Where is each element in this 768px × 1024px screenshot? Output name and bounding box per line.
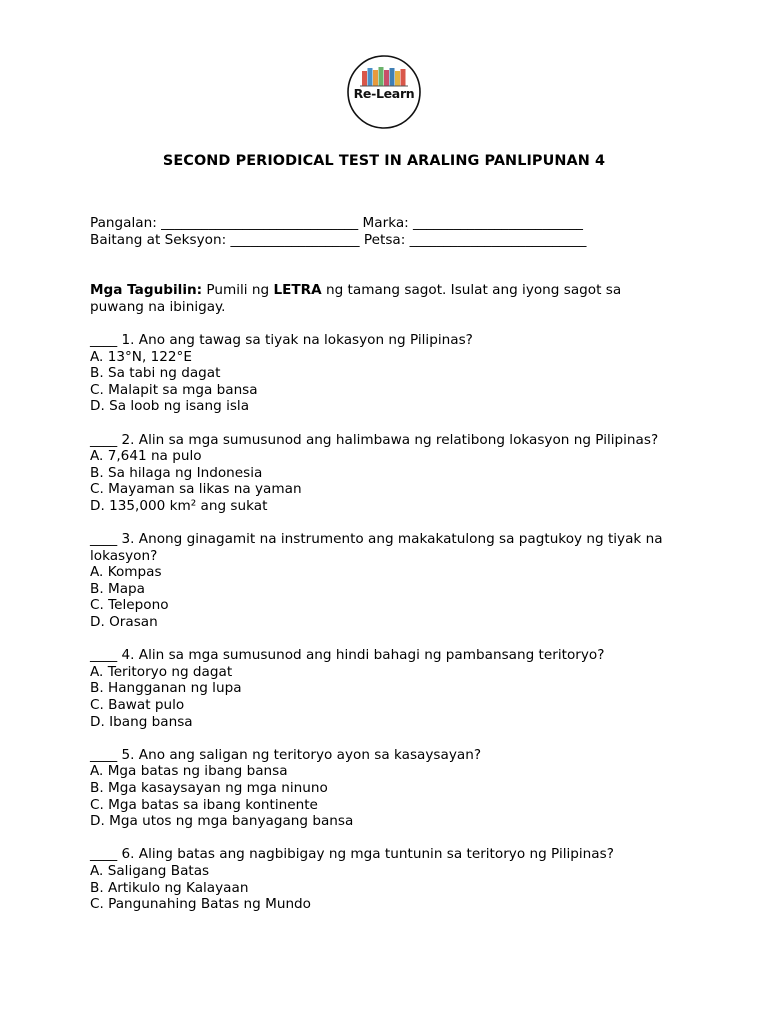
choice-b: B. Hangganan ng lupa [90,680,242,697]
question-4 [90,647,690,730]
choice-c: C. Mga batas sa ibang kontinente [90,796,318,813]
choice-a: A. Kompas [90,564,162,581]
choice-b: B. Sa hilaga ng Indonesia [90,464,263,481]
choice-b: B. Mga kasaysayan ng mga ninuno [90,780,328,796]
choice-c: C. Malapit sa mga bansa [90,381,258,398]
question-5 [90,747,690,830]
question-prompt: ____ 2. Alin sa mga sumusunod ang halimbawa ng relatibong lokasyon ng Pilipinas? [90,431,659,448]
choice-a: A. Mga batas ng ibang bansa [90,763,288,780]
test-content [90,215,690,929]
choice-a: A. 7,641 na pulo [90,448,202,465]
choice-d: D. Ibang bansa [90,713,193,730]
question-prompt: ____ 5. Ano ang saligan ng teritoryo ayon sa kasaysayan? [90,746,482,763]
instructions-text-b: ng tamang sagot. Isulat ang iyong sagot sa puwang na ibinigay. [90,282,622,315]
name-score-line: Pangalan: _____________________________ Marka: _________________________ [90,215,583,231]
choice-d: D. Sa loob ng isang isla [90,398,250,415]
question-6 [90,846,690,912]
question-3 [90,531,690,631]
logo-text: Re-Learn [353,86,415,101]
choice-b: B. Sa tabi ng dagat [90,365,221,382]
instructions-text-a: Pumili ng [202,282,274,299]
instructions-emphasis: LETRA [273,282,322,299]
question-prompt: ____ 3. Anong ginagamit na instrumento ang makakatulong sa pagtukoy ng tiyak na lokasyon? [90,531,663,564]
choice-c: C. Mayaman sa likas na yaman [90,481,302,498]
choice-a: A. 13°N, 122°E [90,348,192,365]
choice-c: C. Bawat pulo [90,697,185,714]
choice-c: C. Telepono [90,597,169,614]
test-title: SECOND PERIODICAL TEST IN ARALING PANLIPUNAN 4 [162,153,606,169]
choice-c: C. Pangunahing Batas ng Mundo [90,896,312,913]
question-2 [90,432,690,515]
choice-d: D. Orasan [90,614,158,631]
section-date-line: Baitang at Seksyon: ___________________ Petsa: __________________________ [90,231,587,248]
choice-d: D. 135,000 km² ang sukat [90,497,268,514]
choice-b: B. Mapa [90,580,145,597]
relearn-logo [338,46,430,138]
choice-a: A. Saligang Batas [90,862,210,879]
question-prompt: ____ 1. Ano ang tawag sa tiyak na lokasyon ng Pilipinas? [90,331,473,348]
question-prompt: ____ 4. Alin sa mga sumusunod ang hindi bahagi ng pambansang teritoryo? [90,647,605,664]
question-1 [90,332,690,415]
instructions-label: Mga Tagubilin: [90,282,203,299]
choice-b: B. Artikulo ng Kalayaan [90,879,249,896]
question-prompt: ____ 6. Aling batas ang nagbibigay ng mga tuntunin sa teritoryo ng Pilipinas? [90,846,614,863]
instructions [90,282,690,315]
choice-d: D. Mga utos ng mga banyagang bansa [90,813,354,830]
choice-a: A. Teritoryo ng dagat [90,663,233,680]
